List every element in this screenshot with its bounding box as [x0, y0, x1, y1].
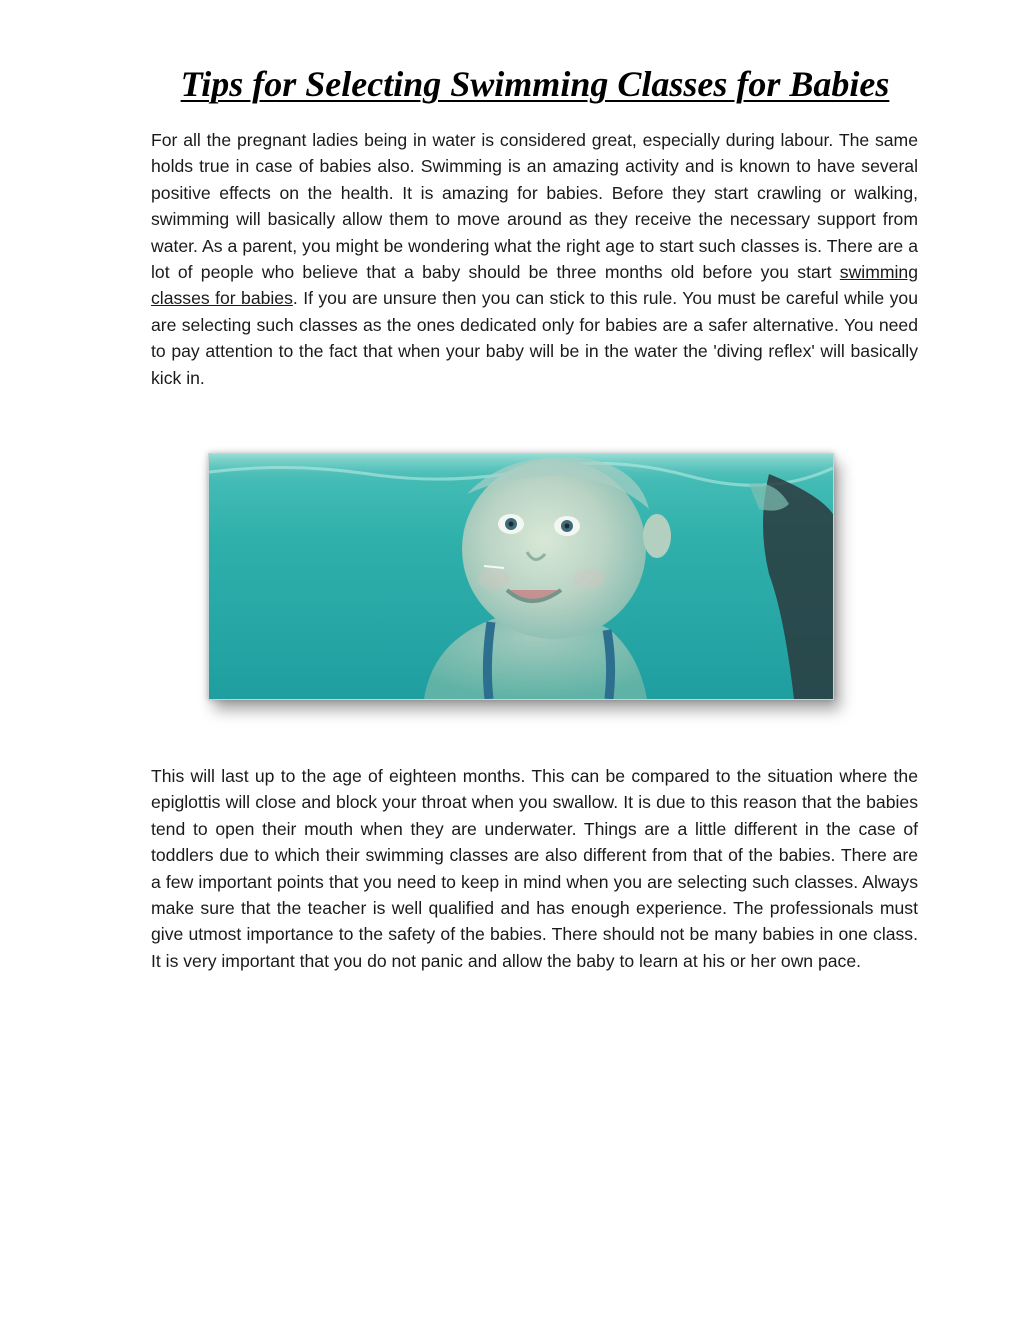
paragraph-intro-text-end: . If you are unsure then you can stick to this rule. You must be careful while you are selecting such classes as the ones dedicated only for babies are a safer alternative. You need to pay attention to the fact that when your baby will be in the water the 'diving reflex' will basically kick in. — [151, 288, 919, 388]
paragraph-details: This will last up to the age of eighteen months. This can be compared to the situation where the epiglottis will close and block your throat when you swallow. It is due to this reason that the babies tend to open their mouth when they are underwater. Things are a little different in the case of toddlers due to which their swimming classes are also different from that of the babies. There are a few important points that you need to keep in mind when you are selecting such classes. Always make sure that the teacher is well qualified and has enough experience. The professionals must give utmost importance to the safety of the babies. There should not be many babies in one class. It is very important that you do not panic and allow the baby to learn at his or her own pace. — [151, 766, 948, 971]
paragraph-intro — [151, 127, 918, 391]
paragraph-intro-text: For all the pregnant ladies being in water is considered great, especially during labour. The same holds true in case of babies also. Swimming is an amazing activity and is known to have several positive effects on the health. It is amazing for babies. Before they start crawling or walking, swimming will basically allow them to move around as they receive the necessary support from water. As a parent, you might be wondering what the right age to start such classes is. There are a lot of people who believe that a baby should be three months old before you start — [151, 130, 918, 283]
page-title: Tips for Selecting Swimming Classes for Babies — [180, 64, 890, 104]
baby-underwater-illustration — [209, 454, 833, 699]
baby-underwater-photo — [208, 453, 834, 700]
swimming-classes-link[interactable]: swimming classes for babies — [151, 262, 918, 309]
